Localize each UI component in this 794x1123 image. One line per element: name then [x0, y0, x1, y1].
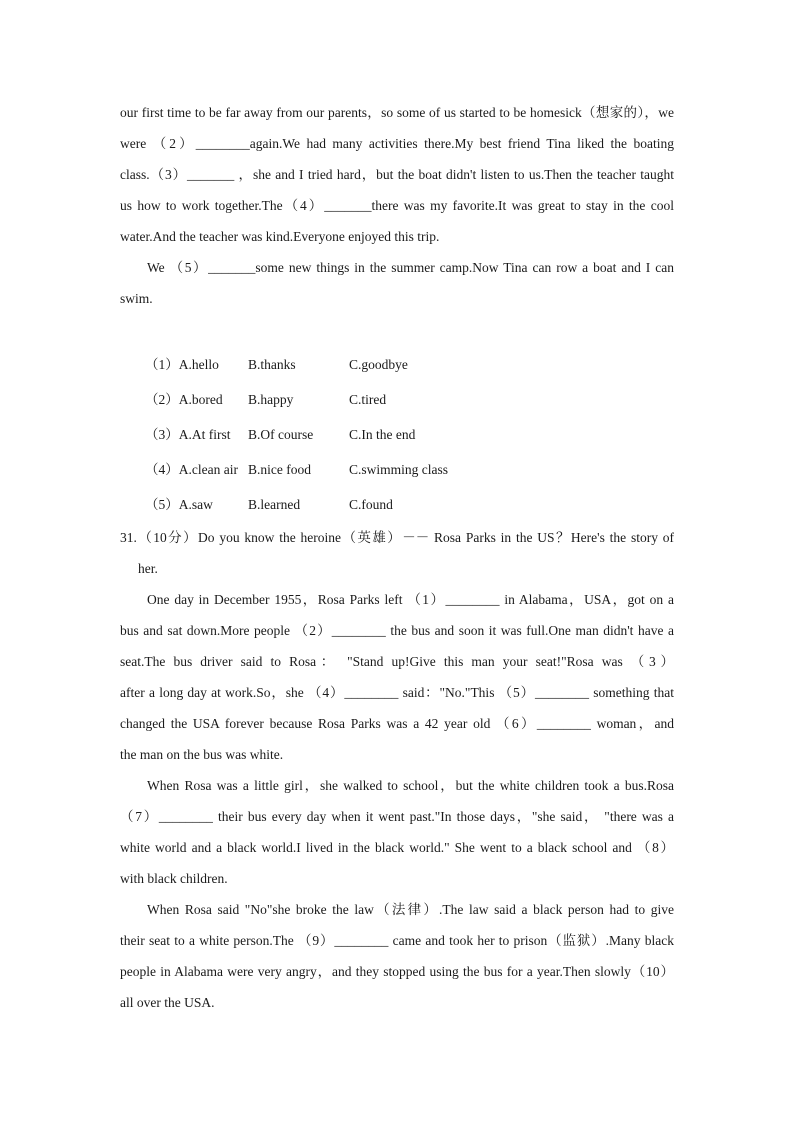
option-a: （3）A.At first — [145, 427, 231, 442]
story-paragraph-1 — [120, 584, 674, 770]
document-page — [120, 97, 674, 1018]
story-line: bus and sat down.More people （2）________ the bus and soon it was full.One man didn't have a — [120, 623, 674, 638]
option-a: （5）A.saw — [145, 497, 213, 512]
option-row — [145, 347, 674, 382]
story-line: the man on the bus was white. — [120, 747, 284, 762]
question-31 — [120, 522, 674, 1018]
story-line: their seat to a white person.The （9）________ came and took her to prison（监狱）.Many black — [120, 933, 674, 948]
question-header: her. — [138, 561, 158, 576]
passage-line: swim. — [120, 291, 153, 306]
option-b: B.learned — [248, 497, 301, 512]
question-header: 31.（10分）Do you know the heroine（英雄）－－ Rosa Parks in the US？Here's the story of — [120, 530, 674, 545]
passage-paragraph-2 — [120, 252, 674, 314]
option-a: （4）A.clean air — [145, 462, 238, 477]
story-line: with black children. — [120, 871, 228, 886]
option-c: C.goodbye — [349, 357, 408, 372]
passage-line: class.（3）_______ ，she and I tried hard，but the boat didn't listen to us.Then the teacher taught — [120, 167, 674, 182]
story-paragraph-3 — [120, 894, 674, 1018]
option-row — [145, 382, 674, 417]
story-line: changed the USA forever because Rosa Parks was a 42 year old （6）________ woman，and — [120, 716, 674, 731]
story-line: after a long day at work.So，she （4）________ said："No."This （5）________ something that — [120, 685, 674, 700]
option-a: （1）A.hello — [145, 357, 219, 372]
story-line: seat.The bus driver said to Rosa： "Stand up!Give this man your seat!"Rosa was （3） — [120, 654, 674, 669]
option-row — [145, 452, 674, 487]
option-a: （2）A.bored — [145, 392, 223, 407]
option-b: B.happy — [248, 392, 294, 407]
story-paragraph-2 — [120, 770, 674, 894]
story-line: all over the USA. — [120, 995, 215, 1010]
option-c: C.tired — [349, 392, 387, 407]
story-line: white world and a black world.I lived in the black world." She went to a black school and （8） — [120, 840, 674, 855]
option-b: B.Of course — [248, 427, 314, 442]
option-row — [145, 417, 674, 452]
story-line: When Rosa was a little girl，she walked to school，but the white children took a bus.Rosa — [147, 778, 674, 793]
passage-line: our first time to be far away from our parents，so some of us started to be homesick（想家的），we — [120, 105, 674, 120]
story-line: One day in December 1955，Rosa Parks left （1）________ in Alabama，USA，got on a — [147, 592, 674, 607]
story-line: people in Alabama were very angry，and they stopped using the bus for a year.Then slowly（10） — [120, 964, 674, 979]
passage-line: were （2）________again.We had many activities there.My best friend Tina liked the boating — [120, 136, 674, 151]
option-c: C.In the end — [349, 427, 416, 442]
option-c: C.swimming class — [349, 462, 449, 477]
option-c: C.found — [349, 497, 393, 512]
story-line: When Rosa said "No"she broke the law（法律）.The law said a black person had to give — [147, 902, 674, 917]
answer-options — [145, 347, 674, 522]
option-row — [145, 487, 674, 522]
passage-line: water.And the teacher was kind.Everyone enjoyed this trip. — [120, 229, 440, 244]
passage-line: us how to work together.The（4）_______there was my favorite.It was great to stay in the cool — [120, 198, 674, 213]
passage-line: We （5）_______some new things in the summer camp.Now Tina can row a boat and I can — [147, 260, 674, 275]
story-line: （7）________ their bus every day when it went past."In those days，"she said， "there was a — [120, 809, 674, 824]
option-b: B.thanks — [248, 357, 296, 372]
option-b: B.nice food — [248, 462, 311, 477]
passage-paragraph-1 — [120, 97, 674, 252]
